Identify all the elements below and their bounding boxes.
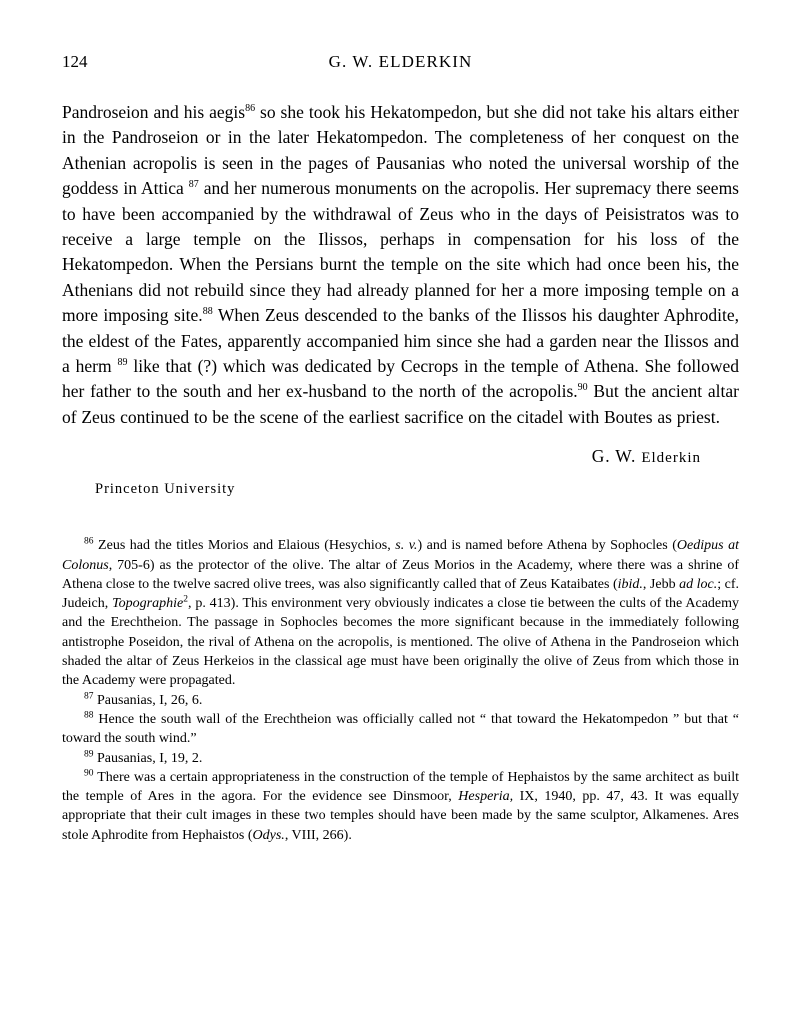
footnote-text: , 705-6) as the protector of the olive. The altar of Zeus Morios in the Academy, where there was a shrine of Athena close to the twelve sacred olive trees, was also significantly called that of Zeus Kataibates ( [62, 557, 739, 592]
footnote-text: Pausanias, I, 19, 2. [97, 750, 203, 766]
footnote-superscript: 2 [183, 594, 188, 605]
footnote-italic: s. v. [395, 538, 418, 554]
footnote-italic: Topographie [112, 596, 184, 612]
author-surname: Elderkin [641, 450, 701, 467]
footnote-text: ) and is named before Athena by Sophocles ( [417, 538, 677, 554]
running-head [62, 52, 739, 78]
body-seg-3: and her numerous monuments on the acropolis. Her supremacy there seems to have been accompanied by the withdrawal of Zeus who in the days of Peisistratos was to receive a large temple on the Ilissos, perhaps in compensation for his loss of the Hekatompedon. When the Persians burnt the temple on the site which had once been his, the Athenians did not rebuild since they had already planned for her a more imposing temple on a more imposing site. [62, 178, 739, 326]
footnote-ref-87[interactable]: 87 [188, 179, 199, 191]
footnote-text: , VIII, 266). [284, 827, 352, 843]
footnote-italic: Oedipus at Colonus [62, 538, 739, 573]
footnote-90 [62, 768, 739, 845]
author-signature [62, 446, 739, 467]
footnote-italic: ad loc. [679, 576, 718, 592]
footnote-text: Pausanias, I, 26, 6. [97, 692, 203, 708]
footnote-number: 89 [84, 748, 94, 759]
footnote-number: 90 [84, 768, 94, 779]
body-text [62, 100, 739, 430]
footnote-ref-90[interactable]: 90 [577, 382, 588, 394]
page-number: 124 [62, 52, 88, 71]
footnote-text: Zeus had the titles Morios and Elaious (Hesychios, [98, 538, 396, 554]
running-head-title: G. W. ELDERKIN [328, 52, 473, 71]
footnote-text: Hence the south wall of the Erechtheion was officially called not “ that toward the Hekatompedon ” but that “ toward the south wind.” [62, 711, 740, 747]
body-paragraph [62, 100, 739, 430]
footnote-88 [62, 710, 739, 749]
footnote-italic: Hesperia, [458, 789, 514, 805]
footnote-text: IX, 1940, pp. 47, 43. It was equally appropriate that their cult images in these two temples should have been made by the same sculptor, Alkamenes. Ares stole Aphrodite from Hephaistos ( [62, 789, 739, 843]
footnote-text: , Jebb [642, 576, 680, 592]
footnote-text: ; cf. Judeich, [62, 576, 740, 612]
footnote-ref-88[interactable]: 88 [202, 306, 213, 318]
footnote-ref-89[interactable]: 89 [117, 357, 128, 369]
footnote-italic: ibid. [617, 576, 643, 592]
footnote-86 [62, 536, 739, 690]
author-initials: G. W. [591, 446, 642, 467]
body-seg-5: like that (?) which was dedicated by Cecrops in the temple of Athena. She followed her father to the south and her ex-husband to the north of the acropolis. [62, 356, 739, 402]
footnote-89 [62, 749, 739, 768]
body-seg-6: But the ancient altar of Zeus continued to be the scene of the earliest sacrifice on the citadel with Boutes as priest. [62, 381, 739, 427]
author-affiliation: Princeton University [95, 481, 236, 498]
footnote-text: , p. 413). This environment very obviously indicates a close tie between the cults of the Academy and the Erechtheion. The passage in Sophocles becomes the more significant because in the immediately following antistrophe Poseidon, the rival of Athena on the acropolis, is mentioned. The olive of Athena in the Pandroseion which shaded the altar of Zeus Herkeios in the classical age must have been originally the olive of Zeus from which those in the Academy were propagated. [62, 596, 740, 689]
footnote-87 [62, 691, 739, 710]
body-seg-2: so she took his Hekatompedon, but she did not take his altars either in the Pandroseion or in the later Hekatompedon. The completeness of her conquest on the Athenian acropolis is seen in the pages of Pausanias who noted the universal worship of the goddess in Attica [62, 102, 739, 199]
footnote-number: 88 [84, 710, 94, 721]
footnote-text: There was a certain appropriateness in the construction of the temple of Hephaistos by the same architect as built the temple of Ares in the agora. For the evidence see Dinsmoor, [62, 769, 739, 805]
footnote-ref-86[interactable]: 86 [245, 103, 256, 115]
footnote-number: 87 [84, 691, 94, 701]
footnote-italic: Odys. [252, 827, 285, 843]
body-seg-1: Pandroseion and his aegis [62, 102, 246, 122]
footnote-number: 86 [84, 536, 94, 547]
body-seg-4: When Zeus descended to the banks of the Ilissos his daughter Aphrodite, the eldest of the Fates, apparently accompanied him since she had a garden near the Ilissos and a herm [62, 305, 739, 377]
footnotes [62, 536, 739, 845]
